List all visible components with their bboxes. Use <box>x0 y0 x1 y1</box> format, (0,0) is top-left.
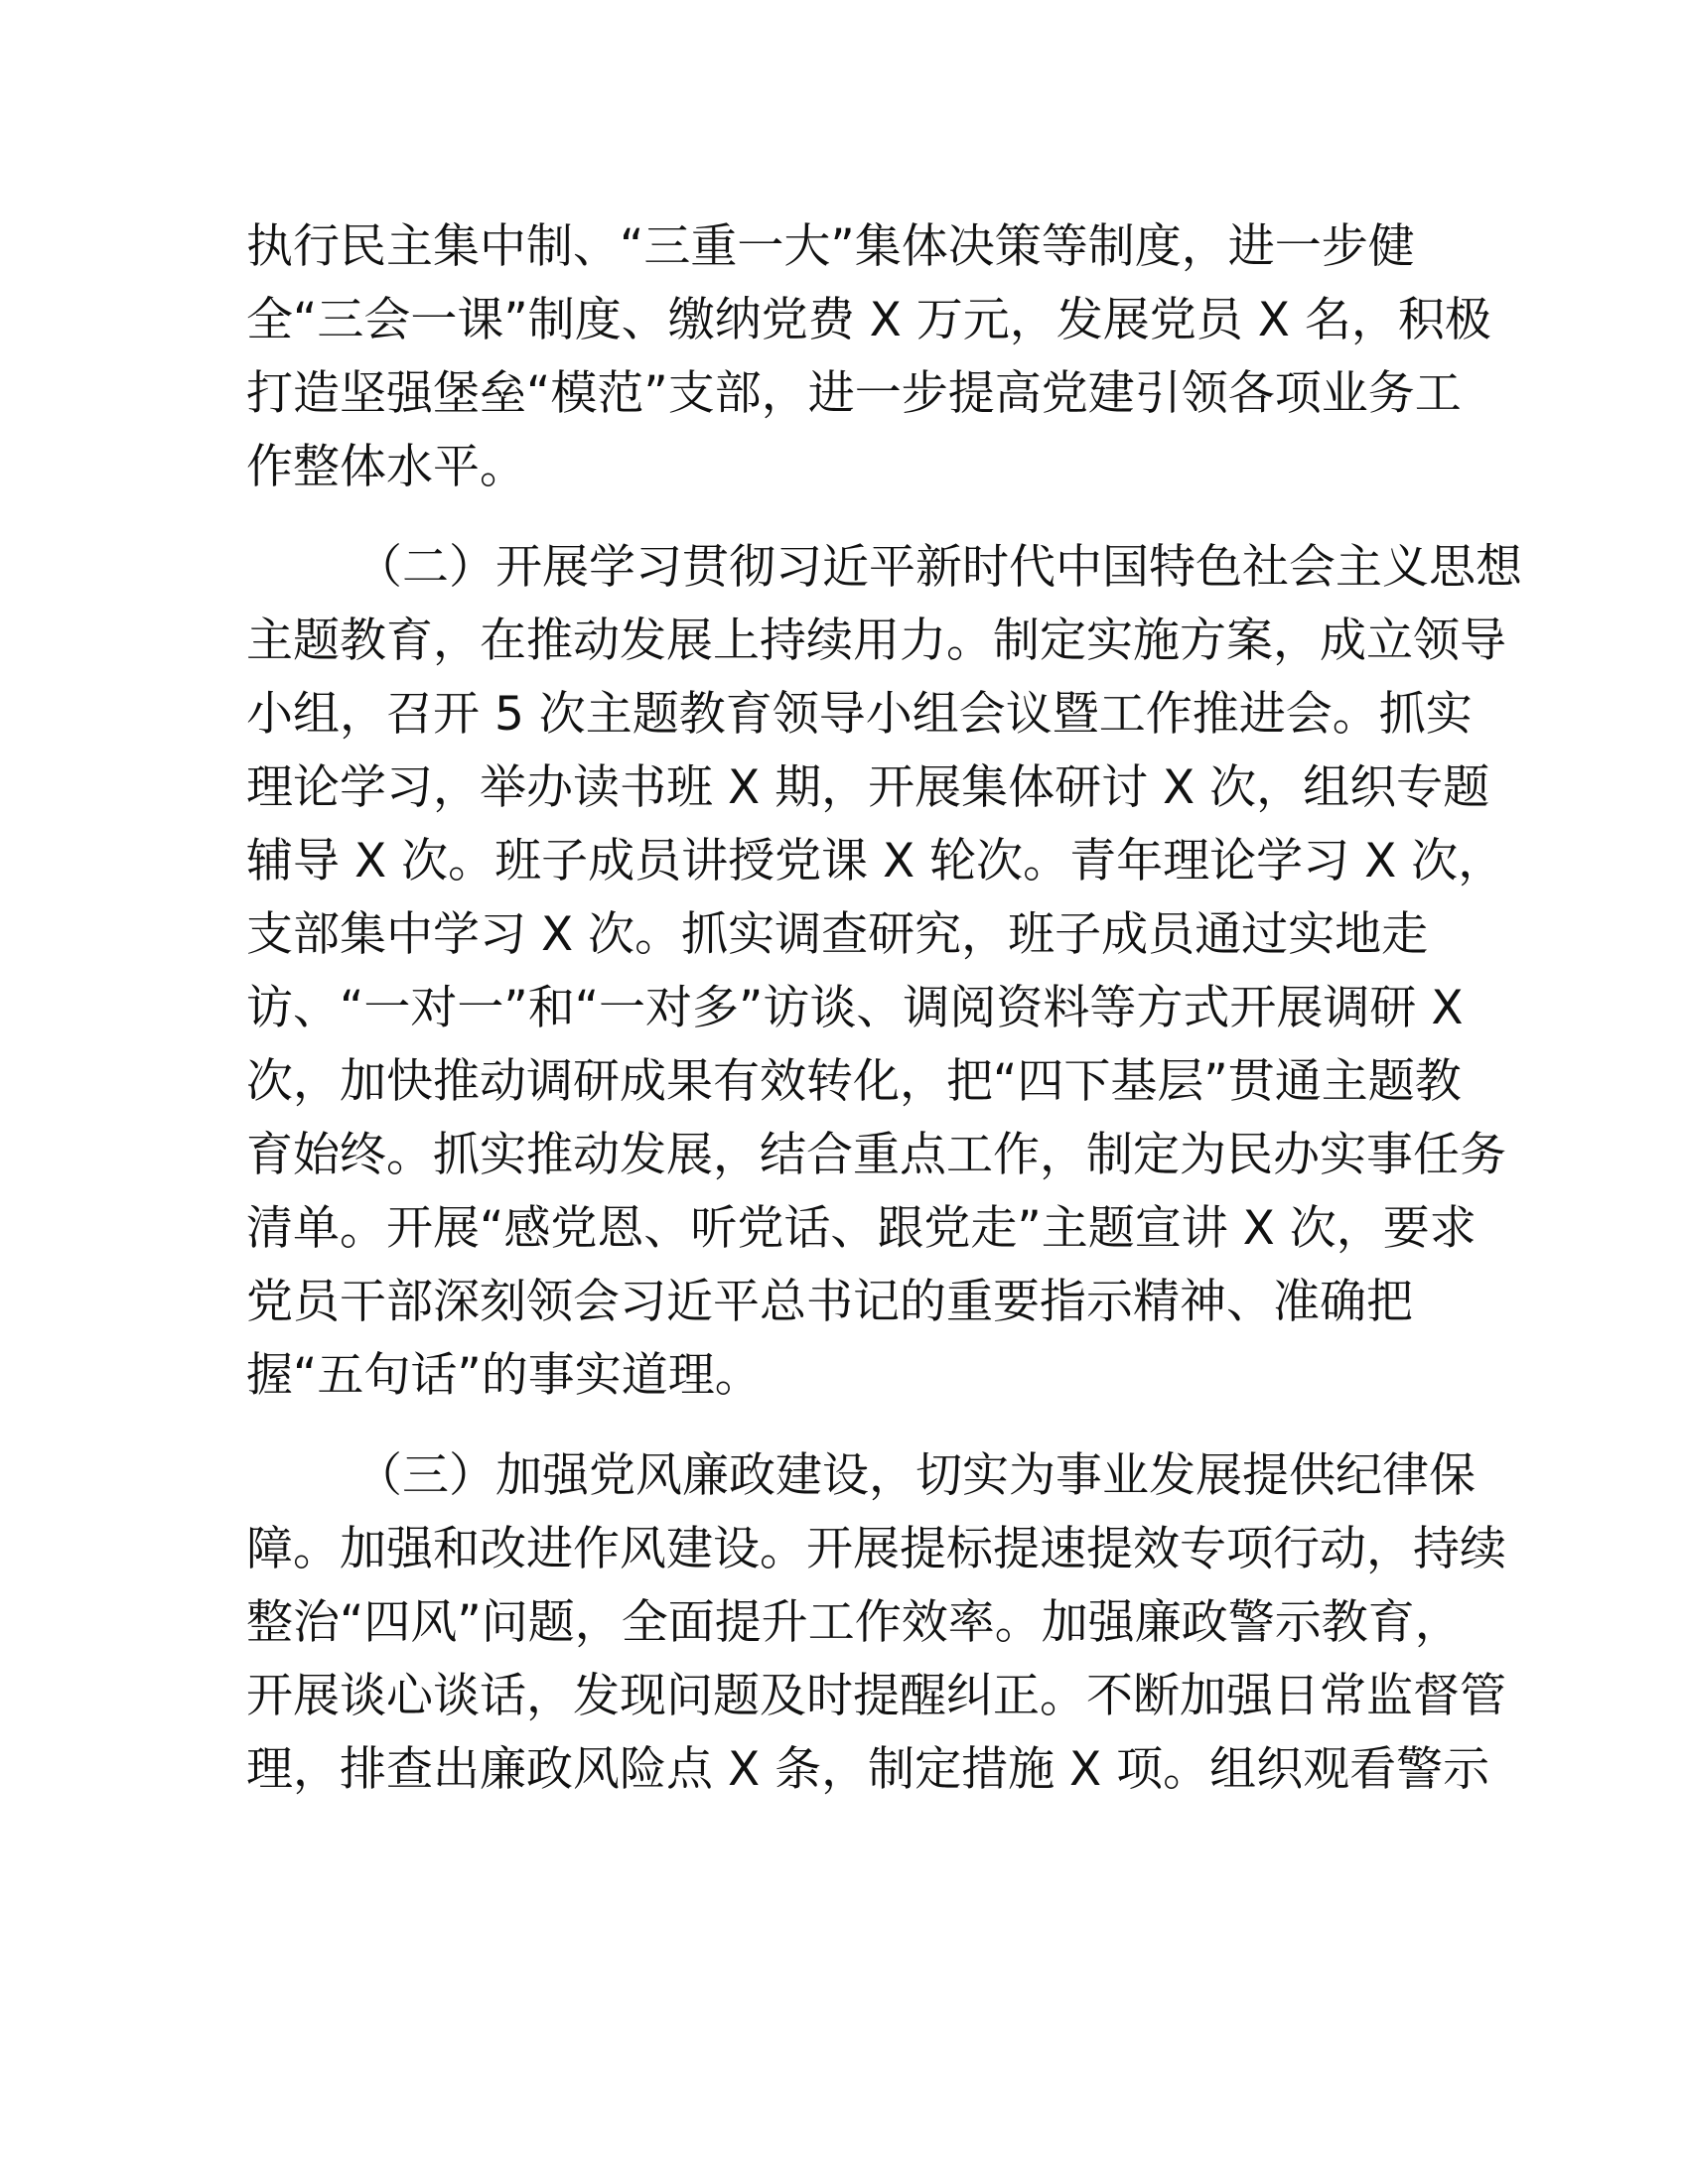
paragraph-line: 整治“四风”问题，全面提升工作效率。加强廉政警示教育， <box>246 1595 1462 1650</box>
paragraph-line: 访、“一对一”和“一对多”访谈、调阅资料等方式开展调研 X <box>246 981 1464 1035</box>
paragraph-line: 小组，召开 5 次主题教育领导小组会议暨工作推进会。抓实 <box>246 687 1473 742</box>
paragraph-line: 党员干部深刻领会习近平总书记的重要指示精神、准确把 <box>246 1275 1413 1329</box>
paragraph-line: 障。加强和改进作风建设。开展提标提速提效专项行动，持续 <box>246 1522 1506 1576</box>
paragraph-line: 开展谈心谈话，发现问题及时提醒纠正。不断加强日常监督管 <box>246 1669 1506 1723</box>
paragraph-line: 次，加快推动调研成果有效转化，把“四下基层”贯通主题教 <box>246 1054 1462 1109</box>
paragraph-line: 育始终。抓实推动发展，结合重点工作，制定为民办实事任务 <box>246 1128 1506 1182</box>
paragraph-2 <box>246 531 1522 1413</box>
paragraph-line: 理论学习，举办读书班 X 期，开展集体研讨 X 次，组织专题 <box>246 760 1490 815</box>
paragraph-line: 清单。开展“感党恩、听党话、跟党走”主题宣讲 X 次，要求 <box>246 1201 1477 1256</box>
paragraph-line: 打造坚强堡垒“模范”支部，进一步提高党建引领各项业务工 <box>246 366 1462 421</box>
paragraph-line: 理，排查出廉政风险点 X 条，制定措施 X 项。组织观看警示 <box>246 1742 1490 1797</box>
paragraph-line: （二）开展学习贯彻习近平新时代中国特色社会主义思想 <box>355 540 1522 595</box>
paragraph-line: 支部集中学习 X 次。抓实调查研究，班子成员通过实地走 <box>246 907 1429 962</box>
paragraph-line: 执行民主集中制、“三重一大”集体决策等制度，进一步健 <box>246 219 1415 274</box>
paragraph-1 <box>246 210 1491 504</box>
paragraph-line: 主题教育，在推动发展上持续用力。制定实施方案，成立领导 <box>246 614 1506 668</box>
paragraph-3 <box>246 1439 1506 1807</box>
paragraph-line: 握“五句话”的事实道理。 <box>246 1348 762 1403</box>
paragraph-line: （三）加强党风廉政建设，切实为事业发展提供纪律保 <box>355 1448 1476 1503</box>
paragraph-line: 辅导 X 次。班子成员讲授党课 X 轮次。青年理论学习 X 次， <box>246 834 1505 888</box>
paragraph-line: 作整体水平。 <box>246 440 526 494</box>
paragraph-line: 全“三会一课”制度、缴纳党费 X 万元，发展党员 X 名，积极 <box>246 293 1491 347</box>
